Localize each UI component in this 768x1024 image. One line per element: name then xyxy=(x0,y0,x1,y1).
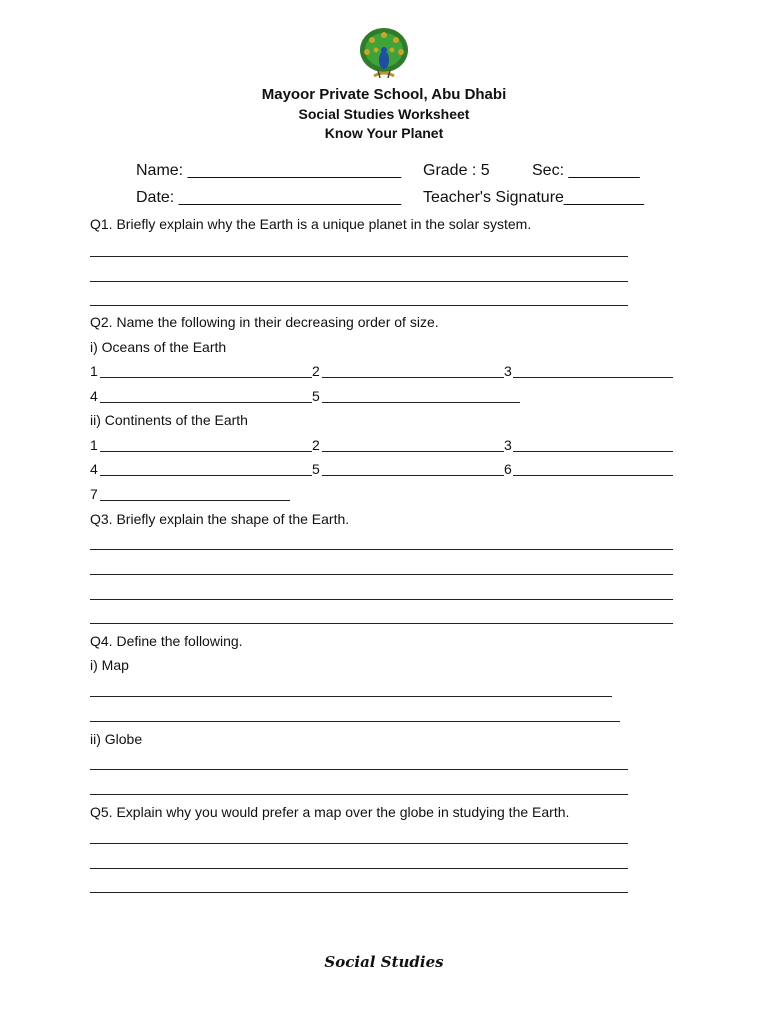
globe-label: ii) Globe xyxy=(90,731,143,747)
question-2: Q2. Name the following in their decreasing order of size. xyxy=(90,314,439,330)
worksheet-topic: Know Your Planet xyxy=(324,125,444,141)
answer-line[interactable] xyxy=(100,451,312,452)
map-label: i) Map xyxy=(90,657,129,673)
continents-label: ii) Continents of the Earth xyxy=(90,412,248,428)
grade-label: Grade : 5 xyxy=(423,162,490,179)
blank-number: 1 xyxy=(90,363,98,379)
question-1: Q1. Briefly explain why the Earth is a unique planet in the solar system. xyxy=(90,216,532,232)
blank-number: 2 xyxy=(312,437,320,453)
name-field[interactable]: Name: ________________________ xyxy=(136,162,402,179)
school-name: Mayoor Private School, Abu Dhabi xyxy=(261,86,507,103)
blank-number: 6 xyxy=(504,461,512,477)
answer-line[interactable] xyxy=(90,769,628,770)
answer-line[interactable] xyxy=(100,500,290,501)
answer-line[interactable] xyxy=(322,451,504,452)
peacock-logo-icon xyxy=(352,26,416,84)
answer-line[interactable] xyxy=(100,377,312,378)
blank-number: 2 xyxy=(312,363,320,379)
answer-line[interactable] xyxy=(513,475,673,476)
answer-line[interactable] xyxy=(90,868,628,869)
answer-line[interactable] xyxy=(90,721,620,722)
blank-number: 5 xyxy=(312,388,320,404)
answer-line[interactable] xyxy=(90,843,628,844)
question-4: Q4. Define the following. xyxy=(90,633,243,649)
oceans-label: i) Oceans of the Earth xyxy=(90,339,227,355)
question-5: Q5. Explain why you would prefer a map over the globe in studying the Earth. xyxy=(90,804,570,820)
answer-line[interactable] xyxy=(100,402,312,403)
answer-line[interactable] xyxy=(90,623,673,624)
answer-line[interactable] xyxy=(90,696,612,697)
blank-number: 4 xyxy=(90,461,98,477)
answer-line[interactable] xyxy=(90,305,628,306)
answer-line[interactable] xyxy=(513,451,673,452)
question-3: Q3. Briefly explain the shape of the Earth. xyxy=(90,511,350,527)
answer-line[interactable] xyxy=(90,549,673,550)
date-field[interactable]: Date: _________________________ xyxy=(136,189,402,206)
blank-number: 3 xyxy=(504,363,512,379)
blank-number: 1 xyxy=(90,437,98,453)
answer-line[interactable] xyxy=(322,402,520,403)
answer-line[interactable] xyxy=(513,377,673,378)
answer-line[interactable] xyxy=(322,475,504,476)
teacher-signature-field[interactable]: Teacher's Signature_________ xyxy=(423,189,644,206)
answer-line[interactable] xyxy=(90,281,628,282)
blank-number: 3 xyxy=(504,437,512,453)
answer-line[interactable] xyxy=(100,475,312,476)
answer-line[interactable] xyxy=(322,377,504,378)
answer-line[interactable] xyxy=(90,892,628,893)
answer-line[interactable] xyxy=(90,256,628,257)
answer-line[interactable] xyxy=(90,599,673,600)
footer-subject: Social Studies xyxy=(324,953,444,971)
answer-line[interactable] xyxy=(90,574,673,575)
blank-number: 4 xyxy=(90,388,98,404)
blank-number: 7 xyxy=(90,486,98,502)
blank-number: 5 xyxy=(312,461,320,477)
worksheet-subject: Social Studies Worksheet xyxy=(298,106,470,122)
answer-line[interactable] xyxy=(90,794,628,795)
section-field[interactable]: Sec: ________ xyxy=(532,162,640,179)
